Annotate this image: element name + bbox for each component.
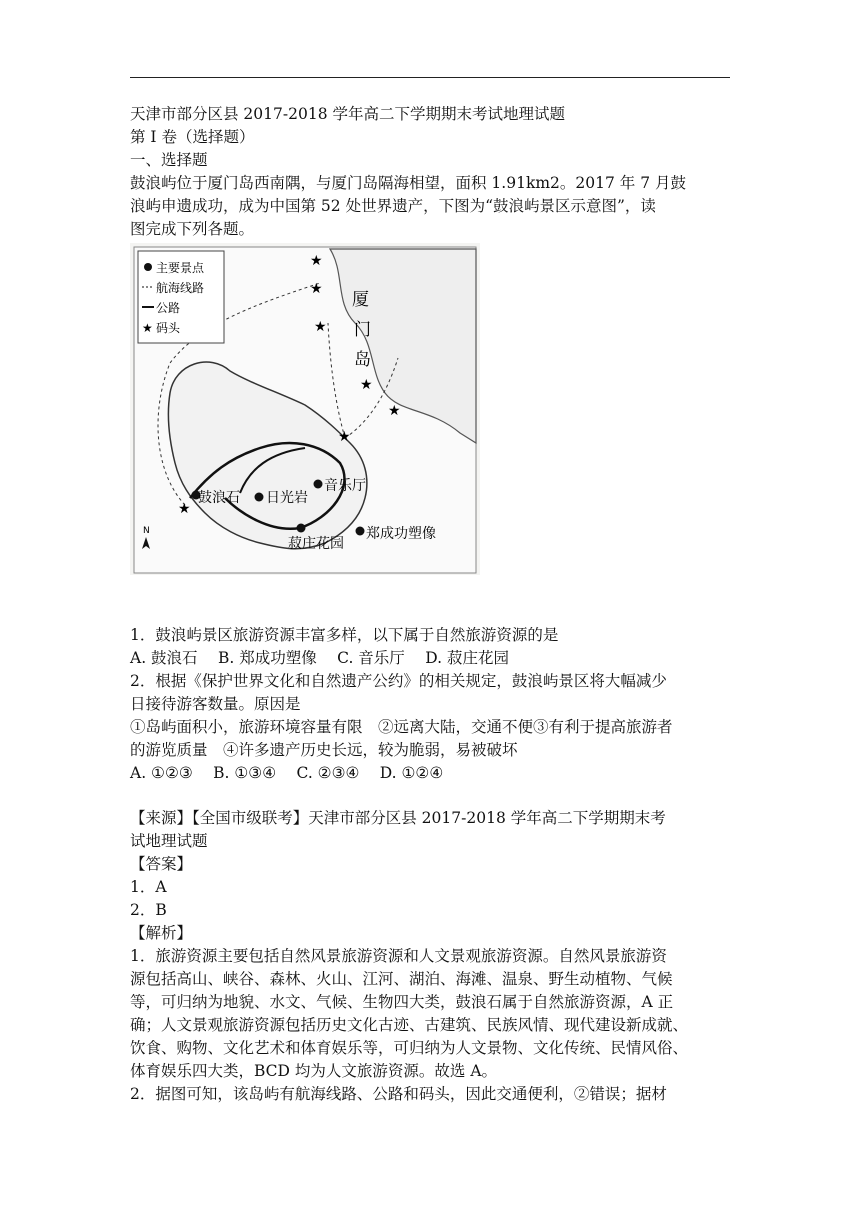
doc-title: 天津市部分区县 2017-2018 学年高二下学期期末考试地理试题 bbox=[130, 105, 565, 123]
analysis-line-1: 1．旅游资源主要包括自然风景旅游资源和人文景观旅游资源。自然风景旅游资 bbox=[130, 947, 667, 965]
analysis-line-7: 2．据图可知，该岛屿有航海线路、公路和码头，因此交通便利，②错误；据材 bbox=[130, 1085, 667, 1103]
answer-label: 【答案】 bbox=[130, 855, 193, 873]
q2-reason-1: ①岛屿面积小，旅游环境容量有限 ②远离大陆，交通不便③有利于提高旅游者 bbox=[130, 718, 673, 736]
pier-star-icon: ★ bbox=[388, 403, 401, 419]
q2-stem-1: 2．根据《保护世界文化和自然遗产公约》的相关规定，鼓浪屿景区将大幅减少 bbox=[130, 672, 667, 690]
star-icon: ★ bbox=[142, 321, 153, 335]
analysis-line-2: 源包括高山、峡谷、森林、火山、江河、湖泊、海滩、温泉、野生动植物、气候 bbox=[130, 970, 673, 988]
xiamen-label-2: 门 bbox=[354, 320, 371, 340]
north-label: N bbox=[143, 526, 150, 536]
section-heading: 第 I 卷（选择题） bbox=[130, 128, 255, 146]
spot-gulangshi: 鼓浪石 bbox=[198, 490, 240, 506]
q2-options: A. ①②③ B. ①③④ C. ②③④ D. ①②④ bbox=[130, 764, 444, 782]
answer-2: 2．B bbox=[130, 901, 167, 919]
pier-star-icon: ★ bbox=[360, 377, 373, 393]
legend-pier: 码头 bbox=[156, 321, 181, 335]
analysis-line-3: 等，可归纳为地貌、水文、气候、生物四大类，鼓浪石属于自然旅游资源，A 正 bbox=[130, 993, 674, 1011]
q2-reason-2: 的游览质量 ④许多遗产历史长远，较为脆弱，易被破坏 bbox=[130, 741, 518, 759]
gulangyu-map bbox=[130, 243, 480, 575]
answer-1: 1．A bbox=[130, 878, 167, 896]
analysis-line-4: 确；人文景观旅游资源包括历史文化古迹、古建筑、民族风情、现代建设新成就、 bbox=[130, 1016, 689, 1034]
intro-line-3: 图完成下列各题。 bbox=[130, 220, 255, 238]
analysis-line-5: 饮食、购物、文化艺术和体育娱乐等，可归纳为人文景物、文化传统、民情风俗、 bbox=[130, 1039, 689, 1057]
legend-road: 公路 bbox=[156, 301, 181, 315]
q1-stem: 1．鼓浪屿景区旅游资源丰富多样，以下属于自然旅游资源的是 bbox=[130, 626, 559, 644]
top-rule bbox=[130, 77, 730, 78]
xiamen-label-1: 厦 bbox=[352, 290, 369, 310]
spot-shuzhuang-garden: 菽庄花园 bbox=[288, 536, 344, 552]
source-line-2: 试地理试题 bbox=[130, 832, 208, 850]
spot-riguangyan: 日光岩 bbox=[266, 490, 308, 506]
pier-star-icon: ★ bbox=[338, 429, 351, 445]
analysis-line-6: 体育娱乐四大类，BCD 均为人文旅游资源。故选 A。 bbox=[130, 1062, 498, 1080]
intro-line-1: 鼓浪屿位于厦门岛西南隅，与厦门岛隔海相望，面积 1.91km2。2017 年 7 月鼓 bbox=[130, 174, 686, 192]
intro-line-2: 浪屿申遗成功，成为中国第 52 处世界遗产，下图为“鼓浪屿景区示意图”，读 bbox=[130, 197, 656, 215]
source-line-1: 【来源】【全国市级联考】天津市部分区县 2017-2018 学年高二下学期期末考 bbox=[130, 809, 666, 827]
analysis-label: 【解析】 bbox=[130, 924, 193, 942]
pier-star-icon: ★ bbox=[178, 501, 191, 517]
legend-spot: 主要景点 bbox=[156, 261, 205, 275]
spot-zhengchenggong-statue: 郑成功塑像 bbox=[366, 526, 436, 542]
q1-options: A. 鼓浪石 B. 郑成功塑像 C. 音乐厅 D. 菽庄花园 bbox=[130, 649, 509, 667]
pier-star-icon: ★ bbox=[314, 319, 327, 335]
pier-star-icon: ★ bbox=[310, 281, 323, 297]
part-heading: 一、选择题 bbox=[130, 151, 208, 169]
legend-sea-route: 航海线路 bbox=[156, 281, 205, 295]
xiamen-label-3: 岛 bbox=[354, 350, 371, 370]
spot-music-hall: 音乐厅 bbox=[324, 478, 366, 494]
q2-stem-2: 日接待游客数量。原因是 bbox=[130, 695, 301, 713]
pier-star-icon: ★ bbox=[310, 253, 323, 269]
